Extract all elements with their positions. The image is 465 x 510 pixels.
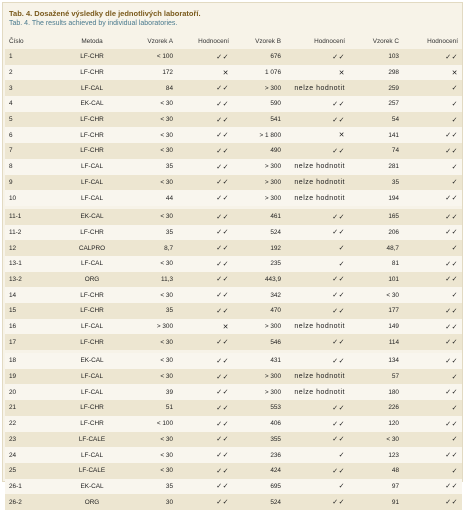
cell-hodnoceni-a: ✓✓ [216,132,229,140]
cell-cislo: 1 [9,53,13,61]
header-hodnoceni-c: Hodnocení [427,37,458,45]
cell-metoda: EK-CAL [61,352,123,369]
cell-metoda: LF-CALE [78,467,106,475]
cell-hodnoceni-c: ✓✓ [403,207,462,224]
cell-vzorek-b: > 300 [264,388,281,396]
cell-hodnoceni-a: ✓✓ [177,207,233,224]
cell-hodnoceni-c: ✓✓ [445,339,458,347]
cell-vzorek-b: 541 [270,116,281,124]
cell-vzorek-a: 35 [165,228,173,236]
cell-vzorek-a: < 30 [160,467,173,475]
cell-metoda: LF-CHR [80,116,104,124]
cell-vzorek-c: 54 [391,116,399,124]
cell-cislo: 14 [9,291,17,299]
table-caption [3,3,462,33]
cell-hodnoceni-a: ✓✓ [216,420,229,428]
table-row [5,479,462,495]
cell-metoda: LF-CAL [80,194,104,202]
cell-hodnoceni-b: ✓✓ [332,436,345,444]
cell-vzorek-b: 443,9 [265,275,281,283]
results-table [5,33,462,510]
cell-hodnoceni-a: ✕ [222,323,229,331]
cell-vzorek-b: 524 [270,228,281,236]
cell-hodnoceni-c: ✓ [451,116,458,124]
cell-vzorek-c: 180 [388,388,399,396]
cell-hodnoceni-a: ✓✓ [216,245,229,253]
cell-vzorek-b: 236 [270,451,281,459]
results-table-panel [2,2,463,507]
cell-vzorek-a: < 30 [123,207,177,224]
cell-cislo: 15 [9,307,17,315]
cell-vzorek-b: 490 [270,147,281,155]
cell-hodnoceni-c: ✓✓ [445,483,458,491]
cell-hodnoceni-a: ✓✓ [216,85,229,93]
cell-hodnoceni-c: ✕ [451,69,458,77]
cell-hodnoceni-b: ✓✓ [332,499,345,507]
cell-vzorek-a: < 30 [160,435,173,443]
cell-vzorek-b: 546 [270,338,281,346]
cell-hodnoceni-c: ✓✓ [445,323,458,331]
cell-hodnoceni-a: ✓✓ [216,373,229,381]
cell-cislo: 2 [9,69,13,77]
cell-hodnoceni-b: ✓ [338,245,345,253]
cell-vzorek-c: 259 [388,84,399,92]
cell-hodnoceni-c: ✓✓ [445,53,458,61]
cell-vzorek-b: 470 [270,307,281,315]
header-vzorek-a: Vzorek A [147,37,173,45]
cell-vzorek-a: < 30 [160,100,173,108]
cell-hodnoceni-a: ✓✓ [216,147,229,155]
cell-hodnoceni-a: ✓✓ [216,404,229,412]
cell-cislo: 3 [9,84,13,92]
cell-vzorek-a: < 100 [156,420,173,428]
cell-metoda: CALPRO [78,244,106,252]
cell-metoda: LF-CAL [80,84,104,92]
cell-vzorek-a: < 30 [160,373,173,381]
cell-vzorek-c: 74 [391,147,399,155]
cell-cislo: 6 [9,131,13,139]
table-row [5,369,462,385]
table-row [5,334,462,351]
cell-hodnoceni-b: ✓ [338,260,345,268]
cell-vzorek-c: 103 [388,53,399,61]
cell-vzorek-a: < 30 [160,291,173,299]
cell-hodnoceni-a: ✓✓ [216,483,229,491]
cell-hodnoceni-b: ✓✓ [332,292,345,300]
cell-metoda: LF-CAL [80,260,104,268]
cell-vzorek-a: < 30 [160,131,173,139]
cell-hodnoceni-b: ✓✓ [332,53,345,61]
header-row [5,33,462,49]
cell-metoda: LF-CAL [80,163,104,171]
cell-vzorek-c: 194 [388,194,399,202]
cell-vzorek-b: 695 [270,482,281,490]
cell-vzorek-b: 342 [270,291,281,299]
table-row [5,127,462,143]
cell-hodnoceni-a: ✓✓ [216,276,229,284]
cell-hodnoceni-a: ✓✓ [216,116,229,124]
cell-hodnoceni-a: ✓✓ [216,53,229,61]
table-row [5,49,462,65]
cell-vzorek-c: 257 [388,100,399,108]
table-row [5,225,462,241]
cell-vzorek-a: < 30 [160,147,173,155]
cell-vzorek-a: < 30 [123,352,177,369]
cell-vzorek-c: 141 [388,131,399,139]
cell-metoda: LF-CHR [80,131,104,139]
table-row [5,80,462,96]
cell-vzorek-b: > 300 [264,84,281,92]
cell-hodnoceni-b: ✓✓ [332,467,345,475]
cell-hodnoceni-a: ✓✓ [216,163,229,171]
cell-hodnoceni-a: ✓✓ [177,352,233,369]
cell-hodnoceni-b: nelze hodnotit [294,388,345,396]
cell-vzorek-a: 51 [165,404,173,412]
table-row [5,416,462,432]
cell-metoda: LF-CHR [80,307,104,315]
cell-hodnoceni-b: ✓✓ [285,352,349,369]
cell-vzorek-a: < 100 [156,53,173,61]
cell-cislo: 12 [9,244,17,252]
cell-vzorek-c: < 30 [386,291,399,299]
cell-metoda: LF-CAL [80,178,104,186]
cell-metoda: LF-CHR [80,69,104,77]
cell-vzorek-a: > 300 [156,323,173,331]
table-row [5,143,462,159]
cell-vzorek-c: 48,7 [386,244,399,252]
cell-vzorek-b: > 1 800 [259,131,281,139]
cell-hodnoceni-b: nelze hodnotit [294,163,345,171]
cell-metoda: ORG [84,275,100,283]
cell-vzorek-c: 165 [349,207,403,224]
cell-vzorek-a: < 30 [160,260,173,268]
cell-hodnoceni-a: ✓✓ [216,452,229,460]
cell-metoda: LF-CAL [80,451,104,459]
cell-metoda: LF-CHR [80,147,104,155]
cell-vzorek-c: 101 [388,275,399,283]
cell-hodnoceni-c: ✓✓ [445,132,458,140]
table-row [5,463,462,479]
table-row [5,272,462,288]
cell-hodnoceni-b: nelze hodnotit [294,373,345,381]
table-row [5,256,462,272]
cell-hodnoceni-c: ✓✓ [445,260,458,268]
cell-vzorek-a: 172 [162,69,173,77]
table-row [5,384,462,400]
cell-vzorek-c: 35 [391,178,399,186]
header-vzorek-b: Vzorek B [255,37,281,45]
cell-hodnoceni-c: ✓ [451,179,458,187]
cell-cislo: 19 [9,373,17,381]
table-row [5,287,462,303]
cell-hodnoceni-b: ✕ [338,69,345,77]
cell-cislo: 4 [9,100,13,108]
cell-hodnoceni-c: ✓ [451,163,458,171]
cell-metoda: LF-CHR [80,53,104,61]
cell-metoda: LF-CAL [80,388,104,396]
cell-hodnoceni-c: ✓✓ [445,389,458,397]
cell-vzorek-a: < 30 [160,451,173,459]
cell-vzorek-c: 226 [388,404,399,412]
header-hodnoceni-b: Hodnocení [314,37,345,45]
cell-metoda: EK-CAL [80,100,104,108]
cell-vzorek-a: 35 [165,163,173,171]
cell-vzorek-c: 97 [391,482,399,490]
cell-hodnoceni-c: ✓ [451,467,458,475]
cell-vzorek-c: 123 [388,451,399,459]
cell-hodnoceni-c: ✓✓ [445,229,458,237]
cell-hodnoceni-b: ✓✓ [332,100,345,108]
cell-hodnoceni-c: ✓ [451,373,458,381]
cell-hodnoceni-a: ✓✓ [216,436,229,444]
table-row [5,447,462,463]
cell-cislo: 22 [9,420,17,428]
cell-vzorek-b: 431 [233,352,285,369]
cell-hodnoceni-b: ✓✓ [332,307,345,315]
table-row [5,400,462,416]
cell-cislo: 11-2 [9,228,22,236]
cell-hodnoceni-c: ✓ [451,436,458,444]
cell-vzorek-a: < 30 [160,338,173,346]
cell-hodnoceni-c: ✓ [451,85,458,93]
table-row [5,303,462,319]
cell-vzorek-b: 676 [270,53,281,61]
cell-cislo: 10 [9,194,17,202]
table-row [5,240,462,256]
cell-vzorek-a: 35 [165,307,173,315]
cell-hodnoceni-a: ✕ [222,69,229,77]
cell-vzorek-c: 91 [391,498,399,506]
cell-vzorek-c: < 30 [386,435,399,443]
cell-hodnoceni-c: ✓ [451,292,458,300]
cell-vzorek-b: > 300 [264,163,281,171]
cell-vzorek-a: 84 [165,84,173,92]
cell-hodnoceni-a: ✓✓ [216,260,229,268]
cell-hodnoceni-a: ✓✓ [216,229,229,237]
caption-subtitle: Tab. 4. The results achieved by individual laboratories. [9,20,178,27]
cell-vzorek-b: 355 [270,435,281,443]
cell-metoda: LF-CHR [80,291,104,299]
cell-hodnoceni-a: ✓✓ [216,467,229,475]
cell-vzorek-b: > 300 [264,373,281,381]
table-row [5,432,462,448]
cell-cislo: 26-2 [9,498,22,506]
table-row [5,96,462,112]
cell-hodnoceni-c: ✓✓ [445,195,458,203]
cell-hodnoceni-a: ✓✓ [216,195,229,203]
cell-hodnoceni-a: ✓✓ [216,100,229,108]
cell-cislo: 7 [9,147,13,155]
cell-hodnoceni-a: ✓✓ [216,339,229,347]
cell-vzorek-c: 48 [391,467,399,475]
cell-hodnoceni-c: ✓✓ [445,452,458,460]
cell-hodnoceni-b: ✓✓ [332,420,345,428]
cell-metoda: ORG [84,498,100,506]
cell-vzorek-a: 44 [165,194,173,202]
cell-vzorek-a: 30 [165,498,173,506]
cell-hodnoceni-b: ✓✓ [332,404,345,412]
cell-hodnoceni-b: ✓✓ [332,339,345,347]
cell-vzorek-a: 35 [165,482,173,490]
cell-vzorek-b: 524 [270,498,281,506]
cell-hodnoceni-c: ✓✓ [445,147,458,155]
cell-cislo: 17 [9,338,17,346]
cell-cislo: 5 [9,116,13,124]
cell-hodnoceni-b: ✓✓ [332,116,345,124]
cell-cislo: 20 [9,388,17,396]
cell-vzorek-b: > 300 [264,178,281,186]
cell-hodnoceni-c: ✓✓ [403,352,462,369]
cell-cislo: 24 [9,451,17,459]
header-metoda: Metoda [81,37,103,45]
cell-hodnoceni-b: ✓ [338,452,345,460]
cell-hodnoceni-c: ✓✓ [445,307,458,315]
cell-hodnoceni-a: ✓✓ [216,179,229,187]
cell-hodnoceni-b: ✓✓ [285,207,349,224]
cell-hodnoceni-b: nelze hodnotit [294,84,345,92]
cell-vzorek-a: < 30 [160,116,173,124]
table-row [5,494,462,510]
header-vzorek-c: Vzorek C [372,37,399,45]
cell-hodnoceni-c: ✓ [451,245,458,253]
cell-vzorek-b: 1 076 [265,69,281,77]
cell-metoda: LF-CHR [80,338,104,346]
table-row [5,112,462,128]
cell-cislo: 8 [9,163,13,171]
cell-vzorek-c: 281 [388,163,399,171]
table-body [5,49,462,510]
cell-vzorek-c: 134 [349,352,403,369]
cell-cislo: 25 [9,467,17,475]
cell-vzorek-a: 11,3 [161,275,173,283]
cell-hodnoceni-b: nelze hodnotit [294,323,345,331]
cell-vzorek-b: 424 [270,467,281,475]
cell-vzorek-b: 192 [270,244,281,252]
cell-metoda: LF-CHR [80,228,104,236]
cell-cislo: 13-1 [9,260,22,268]
cell-hodnoceni-b: ✓✓ [332,276,345,284]
cell-vzorek-b: > 300 [264,194,281,202]
table-row [5,65,462,81]
cell-vzorek-c: 120 [388,420,399,428]
table-row [5,352,462,369]
cell-metoda: LF-CAL [80,323,104,331]
cell-metoda: LF-CALE [78,435,106,443]
cell-metoda: EK-CAL [80,482,104,490]
cell-vzorek-a: 8,7 [164,244,173,252]
cell-vzorek-b: > 300 [264,323,281,331]
cell-cislo: 26-1 [9,482,22,490]
cell-metoda: LF-CAL [80,373,104,381]
cell-vzorek-a: 39 [165,388,173,396]
cell-vzorek-b: 461 [233,207,285,224]
cell-cislo: 13-2 [9,275,22,283]
cell-hodnoceni-a: ✓✓ [216,389,229,397]
cell-vzorek-b: 235 [270,260,281,268]
cell-hodnoceni-b: nelze hodnotit [294,194,345,202]
cell-hodnoceni-a: ✓✓ [216,292,229,300]
cell-cislo: 21 [9,404,17,412]
cell-vzorek-c: 81 [391,260,399,268]
cell-hodnoceni-a: ✓✓ [216,499,229,507]
cell-vzorek-a: < 30 [160,178,173,186]
header-hodnoceni-a: Hodnocení [198,37,229,45]
cell-hodnoceni-b: ✓✓ [332,229,345,237]
table-row [5,207,462,224]
cell-hodnoceni-a: ✓✓ [216,307,229,315]
cell-hodnoceni-b: ✓✓ [332,147,345,155]
cell-metoda: EK-CAL [61,207,123,224]
cell-hodnoceni-b: ✕ [338,132,345,140]
cell-vzorek-c: 149 [388,323,399,331]
cell-cislo: 18 [5,352,61,369]
cell-cislo: 16 [9,323,17,331]
cell-vzorek-b: 406 [270,420,281,428]
cell-vzorek-c: 206 [388,228,399,236]
cell-hodnoceni-c: ✓✓ [445,499,458,507]
cell-cislo: 23 [9,435,17,443]
cell-cislo: 11-1 [5,207,61,224]
caption-title: Tab. 4. Dosažené výsledky dle jednotlivých laboratoří. [9,9,201,18]
cell-hodnoceni-c: ✓ [451,100,458,108]
cell-vzorek-c: 177 [388,307,399,315]
cell-hodnoceni-c: ✓ [451,404,458,412]
cell-hodnoceni-b: ✓ [338,483,345,491]
table-row [5,190,462,207]
cell-hodnoceni-c: ✓✓ [445,276,458,284]
table-row [5,159,462,175]
cell-hodnoceni-c: ✓✓ [445,420,458,428]
cell-cislo: 9 [9,178,13,186]
header-cislo: Číslo [9,37,24,45]
cell-vzorek-b: 590 [270,100,281,108]
cell-vzorek-b: 553 [270,404,281,412]
cell-vzorek-c: 114 [388,338,399,346]
cell-metoda: LF-CHR [80,420,104,428]
table-row [5,175,462,191]
cell-vzorek-c: 298 [388,69,399,77]
cell-metoda: LF-CHR [80,404,104,412]
cell-vzorek-c: 57 [391,373,399,381]
cell-hodnoceni-b: nelze hodnotit [294,178,345,186]
table-row [5,319,462,335]
